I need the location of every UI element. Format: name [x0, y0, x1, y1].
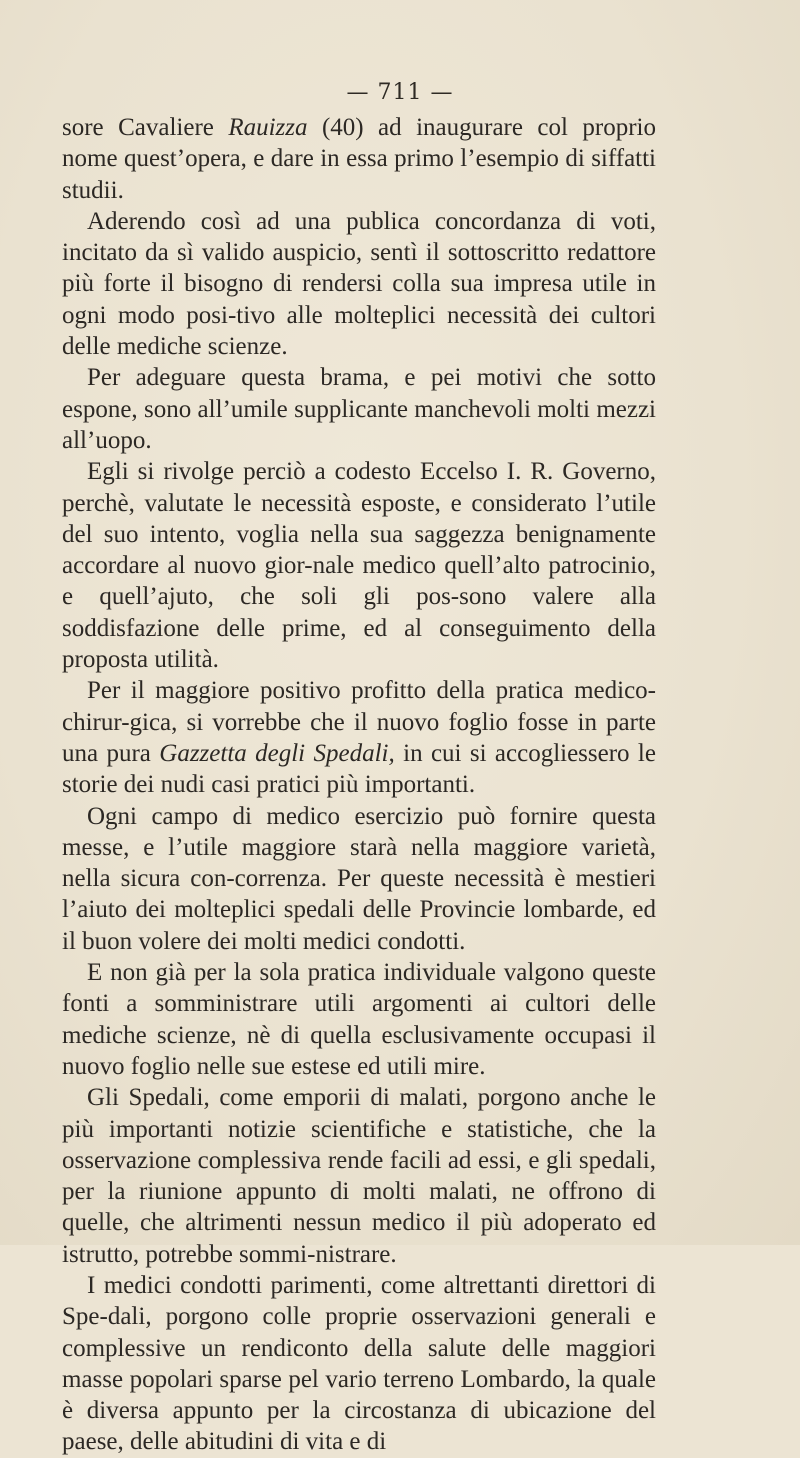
paragraph: [62, 957, 656, 1082]
paragraph: [62, 801, 656, 957]
paragraph: [62, 206, 656, 362]
italic-text: Rauizza: [228, 114, 308, 141]
page-number: — 711 —: [346, 80, 454, 105]
body-text: [62, 112, 656, 1458]
italic-text: Gazzetta degli Spedali,: [159, 739, 395, 767]
text-segment: Egli si rivolge perciò a codesto Eccelso I. R. Governo, perchè, valutate le necessità esposte, e considerato l’utile del suo intento, voglia nella sua saggezza benignamente accordare al nuovo gior-nale medico quell’alto patrocinio, e quell’ajuto, che soli gli pos-sono valere alla soddisfazione delle prime, ed al conseguimento della proposta utilità.: [62, 458, 656, 674]
text-segment: in cui si accogliessero le storie dei nudi casi pratici più importanti.: [62, 739, 656, 799]
paragraph: [62, 675, 656, 800]
paragraph: [62, 1082, 656, 1270]
text-segment: (40) ad inaugurare col proprio nome quest’opera, e dare in essa primo l’esempio di siffatti studii.: [62, 114, 656, 204]
paragraph-continuation: [62, 112, 656, 206]
text-segment: I medici condotti parimenti, come altrettanti direttori di Spe-dali, porgono colle proprie osservazioni generali e complessive un rendiconto della salute delle maggiori masse popolari sparse pel vario terreno Lombardo, la quale è diversa appunto per la circostanza di ubicazione del paese, delle abitudini di vita e di: [62, 1271, 656, 1456]
text-segment: Ogni campo di medico esercizio può fornire questa messe, e l’utile maggiore starà nella maggiore varietà, nella sicura con-correnza. Per queste necessità è mestieri l’aiuto dei molteplici spedali delle Provincie lombarde, ed il buon volere dei molti medici condotti.: [62, 802, 656, 955]
text-segment: Aderendo così ad una publica concordanza di voti, incitato da sì valido auspicio, sentì il sottoscritto redattore più forte il bisogno di rendersi colla sua impresa utile in ogni modo posi-tivo alle molteplici necessità dei cultori delle mediche scienze.: [62, 207, 656, 361]
paragraph: [62, 456, 656, 675]
text-segment: Per adeguare questa brama, e pei motivi che sotto espone, sono all’umile supplicante manchevoli molti mezzi all’uopo.: [62, 364, 656, 454]
paragraph: [62, 1270, 656, 1458]
paragraph: [62, 362, 656, 456]
text-segment: sore Cavaliere: [62, 114, 229, 141]
text-segment: E non già per la sola pratica individuale valgono queste fonti a somministrare utili argomenti ai cultori delle mediche scienze, nè di quella esclusivamente occupasi il nuovo foglio nelle sue estese ed utili mire.: [62, 959, 656, 1080]
text-segment: Per il maggiore positivo profitto della pratica medico-chirur-gica, si vorrebbe che il nuovo foglio fosse in parte una pura: [62, 677, 656, 767]
text-segment: Gli Spedali, come emporii di malati, porgono anche le più importanti notizie scientifiche e statistiche, che la osservazione complessiva rende facili ad essi, e gli spedali, per la riunione appunto di molti malati, ne offrono di quelle, che altrimenti nessun medico il più adoperato ed istrutto, potrebbe sommi-nistrare.: [62, 1084, 656, 1268]
